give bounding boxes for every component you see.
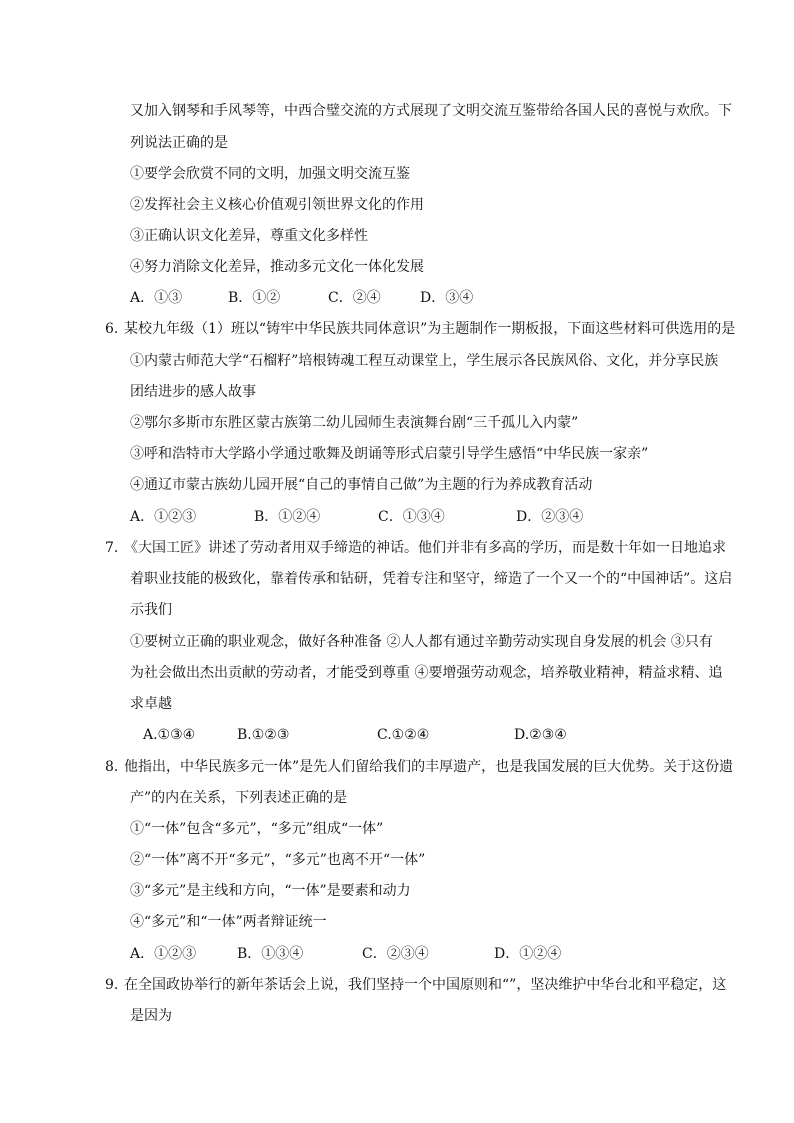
question-7-items-line-3: 求卓越 xyxy=(130,696,172,712)
option-c: C．②④ xyxy=(328,290,381,306)
question-6-number: 6. xyxy=(105,321,119,337)
question-5-stem-line-1: 又加入钢琴和手风琴等，中西合璧交流的方式展现了文明交流互鉴带给各国人民的喜悦与欢欣。下 xyxy=(130,103,732,119)
option-d: D．②③④ xyxy=(516,509,584,525)
question-7-options xyxy=(143,725,567,745)
question-7-items-line-2: 为社会做出杰出贡献的劳动者，才能受到尊重 ④要增强劳动观念，培养敬业精神，精益求精、追 xyxy=(130,665,723,681)
option-b: B.①②③ xyxy=(237,727,290,743)
question-6-item-3: ③呼和浩特市大学路小学通过歌舞及朗诵等形式启蒙引导学生感悟“中华民族一家亲” xyxy=(130,446,649,462)
question-6-stem: 某校九年级（1）班以“铸牢中华民族共同体意识”为主题制作一期板报，下面这些材料可供选用的是 xyxy=(124,321,736,337)
option-a: A.①③④ xyxy=(143,727,196,743)
question-6-options xyxy=(130,507,583,527)
option-a: A．①②③ xyxy=(130,509,197,525)
question-9-stem-line-2: 是因为 xyxy=(130,1008,172,1024)
question-8-stem-line-2: 产”的内在关系，下列表述正确的是 xyxy=(130,790,348,806)
question-6-item-2: ②鄂尔多斯市东胜区蒙古族第二幼儿园师生表演舞台剧“三千孤儿入内蒙” xyxy=(130,415,579,431)
question-5-stem-line-2: 列说法正确的是 xyxy=(130,135,228,151)
question-8-item-1: ①“一体”包含“多元”，“多元”组成“一体” xyxy=(130,821,384,837)
option-b: B．①② xyxy=(228,290,281,306)
option-c: C.①②④ xyxy=(377,727,430,743)
option-a: A．①③ xyxy=(130,290,183,306)
option-a: A．①②③ xyxy=(130,946,197,962)
question-8-options xyxy=(130,944,561,964)
question-8-number: 8. xyxy=(105,759,119,775)
question-5-item-1: ①要学会欣赏不同的文明，加强文明交流互鉴 xyxy=(130,166,410,182)
question-6-item-4: ④通辽市蒙古族幼儿园开展“自己的事情自己做”为主题的行为养成教育活动 xyxy=(130,477,593,493)
option-c: C．②③④ xyxy=(362,946,429,962)
question-7-number: 7. xyxy=(105,540,119,556)
question-5-item-3: ③正确认识文化差异，尊重文化多样性 xyxy=(130,228,368,244)
question-6-item-1-cont: 团结进步的感人故事 xyxy=(130,384,256,400)
question-9-number: 9. xyxy=(105,977,119,993)
question-5-item-2: ②发挥社会主义核心价值观引领世界文化的作用 xyxy=(130,197,424,213)
question-8-stem-line-1: 他指出，中华民族多元一体”是先人们留给我们的丰厚遗产，也是我国发展的巨大优势。关于这份遗 xyxy=(124,759,734,775)
question-8-item-2: ②“一体”离不开“多元”，“多元”也离不开“一体” xyxy=(130,852,426,868)
question-8-item-3: ③“多元”是主线和方向，“一体”是要素和动力 xyxy=(130,883,411,899)
question-5-item-4: ④努力消除文化差异，推动多元文化一体化发展 xyxy=(130,259,424,275)
question-7-stem-line-3: 示我们 xyxy=(130,602,172,618)
question-9-stem-line-1: 在全国政协举行的新年茶话会上说，我们坚持一个中国原则和“”，坚决维护中华台北和平稳定，这 xyxy=(124,977,727,993)
option-d: D．①②④ xyxy=(494,946,562,962)
option-c: C．①③④ xyxy=(378,509,445,525)
question-8-item-4: ④“多元”和“一体”两者辩证统一 xyxy=(130,914,327,930)
question-7-items-line-1: ①要树立正确的职业观念，做好各种准备 ②人人都有通过辛勤劳动实现自身发展的机会 ③只有 xyxy=(130,634,713,650)
option-d: D.②③④ xyxy=(514,727,567,743)
option-b: B．①③④ xyxy=(237,946,304,962)
option-b: B．①②④ xyxy=(254,509,321,525)
question-7-stem-line-1: 《大国工匠》讲述了劳动者用双手缔造的神话。他们并非有多高的学历，而是数十年如一日地追求 xyxy=(124,540,726,556)
question-6-item-1: ①内蒙古师范大学“石榴籽”培根铸魂工程互动课堂上，学生展示各民族风俗、文化，并分享民族 xyxy=(130,353,719,369)
option-d: D．③④ xyxy=(420,290,474,306)
question-5-options xyxy=(130,288,473,308)
question-7-stem-line-2: 着职业技能的极致化，靠着传承和钻研，凭着专注和坚守，缔造了一个又一个的“中国神话”。这启 xyxy=(130,571,733,587)
